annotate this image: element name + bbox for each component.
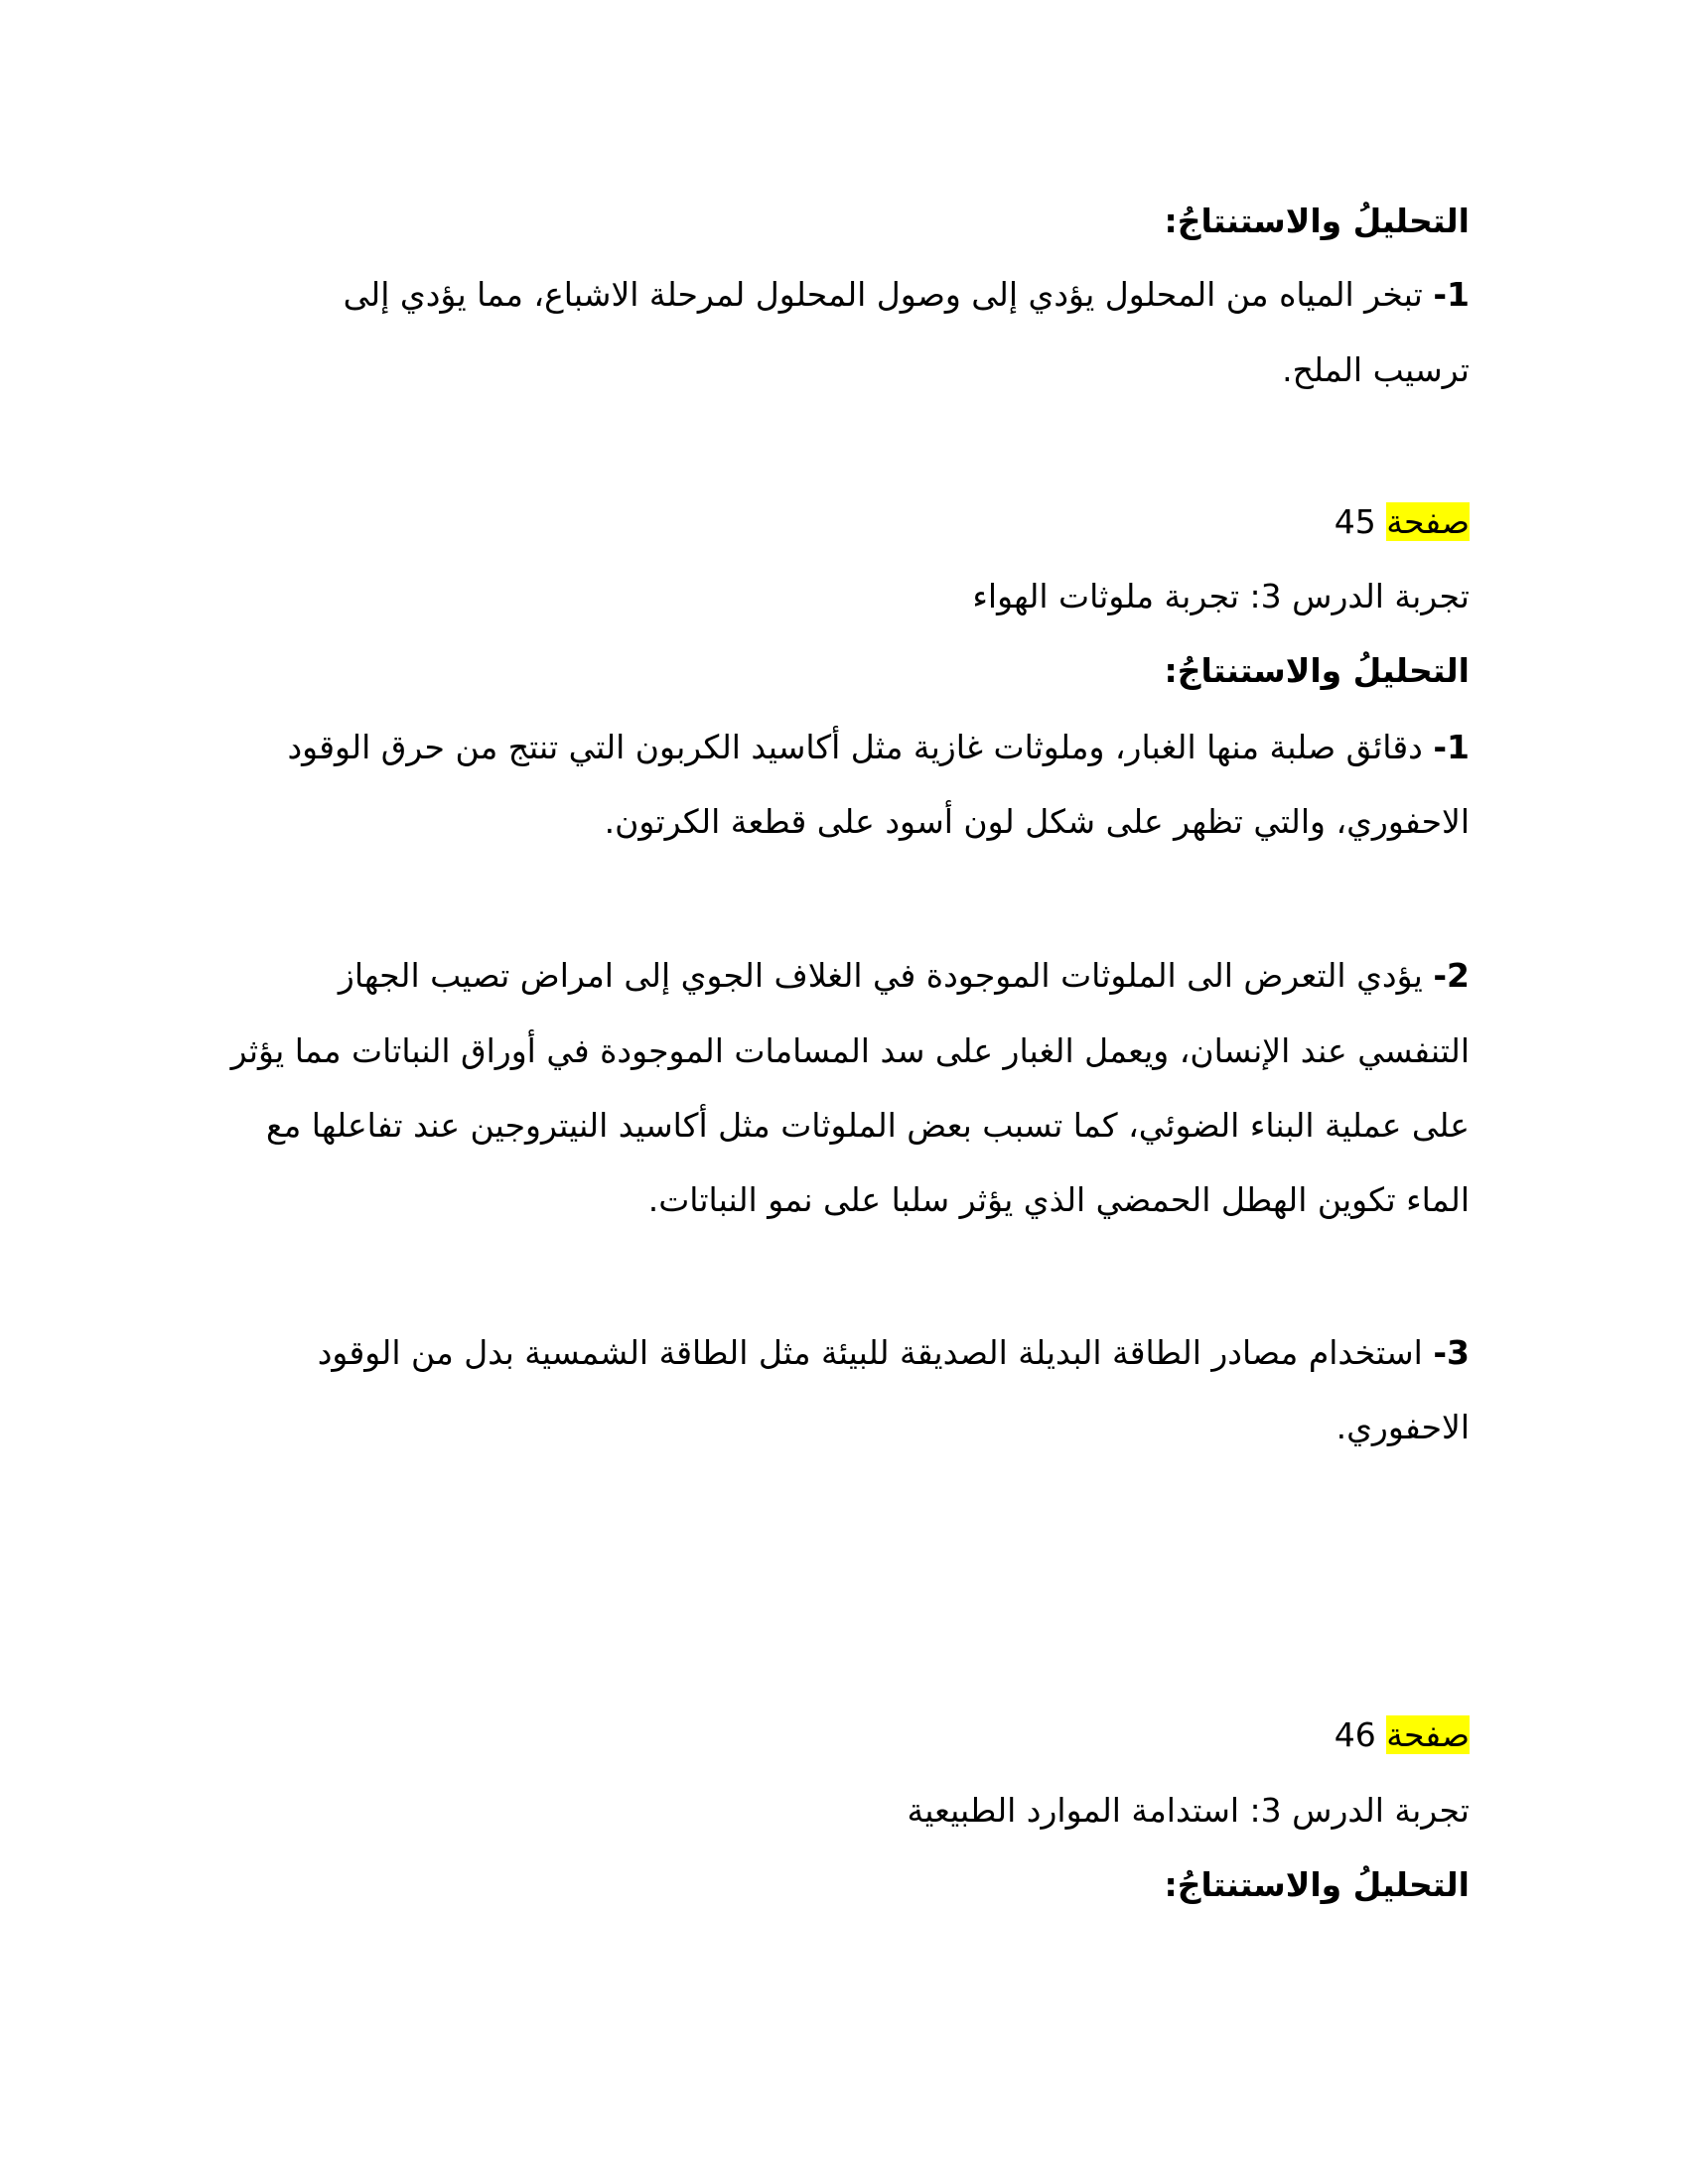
page-marker-46 [199,1710,1470,1760]
lesson-title-45: تجربة الدرس 3: تجربة ملوثات الهواء [972,577,1470,615]
point-number: 3- [1433,1333,1470,1372]
p45-point-2-line-1 [199,951,1470,1001]
page-marker-45 [199,497,1470,547]
page-number: 45 [1334,502,1376,541]
page-number: 46 [1334,1715,1376,1754]
p45-point-3-line-1 [199,1328,1470,1378]
point-number: 1- [1433,728,1470,766]
analysis-point-1-line-1 [199,270,1470,320]
point-number: 2- [1433,956,1470,995]
analysis-heading-46: التحليلُ والاستنتاجُ: [1164,1865,1470,1904]
point-text: تبخر المياه من المحلول يؤدي إلى وصول المحلول لمرحلة الاشباع، مما يؤدي إلى [343,275,1423,314]
p45-point-2-line-2: التنفسي عند الإنسان، ويعمل الغبار على سد المسامات الموجودة في أوراق النباتات مما يؤثر [230,1031,1470,1070]
point-text: استخدام مصادر الطاقة البديلة الصديقة للبيئة مثل الطاقة الشمسية بدل من الوقود [317,1333,1423,1372]
point-number: 1- [1433,275,1470,314]
p45-point-2-line-4: الماء تكوين الهطل الحمضي الذي يؤثر سلبا على نمو النباتات. [647,1180,1470,1219]
lesson-title-46: تجربة الدرس 3: استدامة الموارد الطبيعية [907,1791,1470,1830]
page-label-highlight: صفحة [1386,1715,1470,1754]
analysis-heading-45: التحليلُ والاستنتاجُ: [1164,651,1470,690]
point-text: يؤدي التعرض الى الملوثات الموجودة في الغلاف الجوي إلى امراض تصيب الجهاز [338,956,1423,995]
analysis-point-1-line-2: ترسيب الملح. [1282,350,1470,389]
p45-point-3-line-2: الاحفوري. [1336,1408,1470,1446]
p45-point-1-line-1 [199,723,1470,772]
page-label-highlight: صفحة [1386,502,1470,541]
p45-point-1-line-2: الاحفوري، والتي تظهر على شكل لون أسود على قطعة الكرتون. [604,802,1470,841]
point-text: دقائق صلبة منها الغبار، وملوثات غازية مثل أكاسيد الكربون التي تنتج من حرق الوقود [287,728,1423,766]
p45-point-2-line-3: على عملية البناء الضوئي، كما تسبب بعض الملوثات مثل أكاسيد النيتروجين عند تفاعلها مع [266,1106,1470,1145]
analysis-heading: التحليلُ والاستنتاجُ: [1164,202,1470,240]
